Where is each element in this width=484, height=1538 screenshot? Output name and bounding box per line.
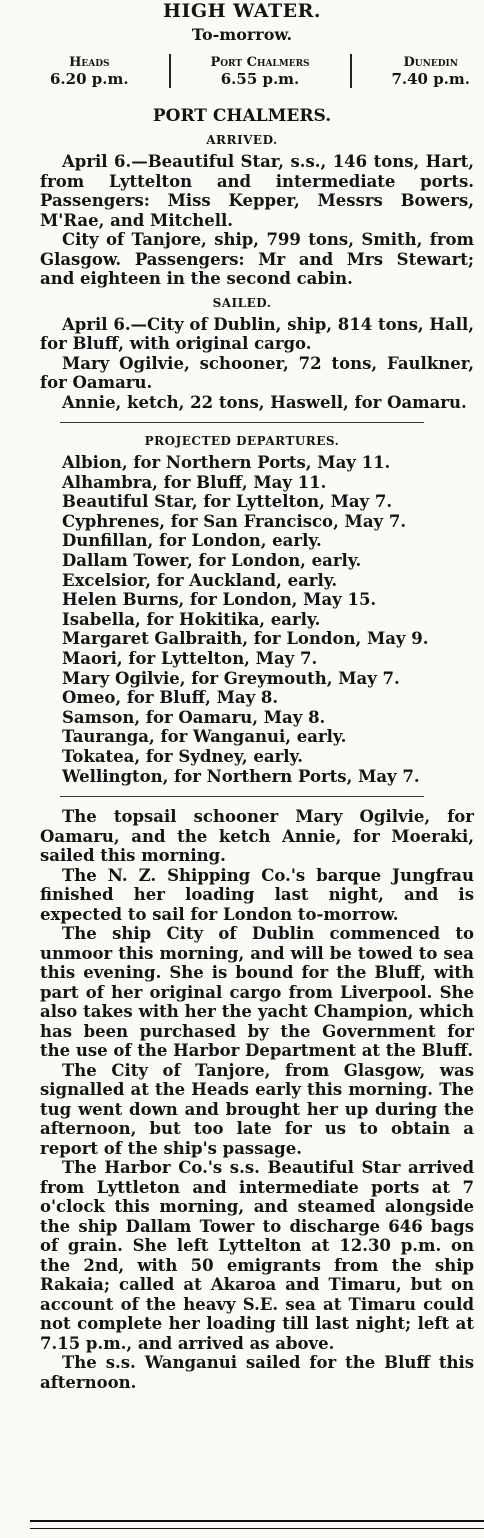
departure-item: Maori, for Lyttelton, May 7. — [62, 648, 318, 668]
high-water-title: HIGH WATER. — [163, 0, 321, 22]
tide-place: Port Chalmers — [210, 55, 310, 70]
departure-item: Tokatea, for Sydney, early. — [62, 746, 303, 766]
departure-item: Beautiful Star, for Lyttelton, May 7. — [62, 492, 393, 512]
tide-time: 6.55 p.m. — [220, 70, 300, 88]
news-paragraph: The City of Tanjore, from Glasgow, was signalled at the Heads early this morning. The tug went down and brought her up during the afternoon, but too late for us to obtain a report of the ship's passage. — [40, 1060, 474, 1158]
departures-heading: PROJECTED DEPARTURES. — [144, 434, 340, 448]
column-divider — [169, 54, 171, 88]
high-water-subtitle: To-morrow. — [191, 25, 293, 44]
column-end-rule — [30, 1528, 484, 1529]
arrival-entry: April 6.—Beautiful Star, s.s., 146 tons, Hart, from Lyttelton and intermediate ports. Passengers: Miss Kepper, Messrs Bowers, M'Rae, and Mitchell. — [40, 152, 474, 230]
departure-item: Wellington, for Northern Ports, May 7. — [62, 766, 420, 786]
departure-item: Isabella, for Hokitika, early. — [62, 609, 321, 629]
departure-item: Samson, for Oamaru, May 8. — [62, 707, 326, 727]
tide-time: 7.40 p.m. — [391, 70, 470, 88]
news-paragraph: The topsail schooner Mary Ogilvie, for Oamaru, and the ketch Annie, for Moeraki, sailed this morning. — [40, 807, 474, 866]
sailed-heading: SAILED. — [212, 295, 272, 310]
arrival-entry: City of Tanjore, ship, 799 tons, Smith, from Glasgow. Passengers: Mr and Mrs Stewart; and eighteen in the second cabin. — [40, 230, 474, 288]
news-paragraph: The ship City of Dublin commenced to unmoor this morning, and will be towed to sea this evening. She is bound for the Bluff, with part of her original cargo from Liverpool. She also takes with her the yacht Champion, which has been purchased by the Government for the use of the Harbor Department at the Bluff. — [40, 924, 474, 1061]
departure-item: Albion, for Northern Ports, May 11. — [62, 453, 391, 472]
departure-item: Alhambra, for Bluff, May 11. — [62, 472, 327, 492]
news-paragraph: The Harbor Co.'s s.s. Beautiful Star arrived from Lyttleton and intermediate ports at 7 o'clock this morning, and steamed alongside the ship Dallam Tower to discharge 646 bags of grain. She left Lyttelton at 12.30 p.m. on the 2nd, with 50 emigrants from the ship Rakaia; called at Akaroa and Timaru, but on account of the heavy S.E. sea at Timaru could not complete her loading till last night; left at 7.15 p.m., and arrived as above. — [40, 1158, 474, 1353]
departure-item: Dunfillan, for London, early. — [62, 531, 322, 551]
tide-heads — [50, 54, 129, 88]
departure-item: Mary Ogilvie, for Greymouth, May 7. — [62, 668, 400, 688]
shipping-news — [0, 807, 484, 1392]
tide-place: Heads — [69, 55, 110, 70]
arrived-list — [0, 152, 484, 289]
news-paragraph: The s.s. Wanganui sailed for the Bluff this afternoon. — [40, 1353, 474, 1392]
tide-table — [50, 54, 470, 88]
column-end-rule — [30, 1520, 484, 1522]
news-paragraph: The N. Z. Shipping Co.'s barque Jungfrau finished her loading last night, and is expected to sail for London to-morrow. — [40, 865, 474, 924]
tide-port-chalmers — [210, 54, 309, 88]
departure-item: Excelsior, for Auckland, early. — [62, 570, 338, 590]
port-chalmers-heading: PORT CHALMERS. — [152, 106, 332, 126]
departure-item: Helen Burns, for London, May 15. — [62, 590, 377, 610]
section-divider — [60, 796, 424, 797]
tide-time: 6.20 p.m. — [50, 70, 129, 88]
tide-dunedin — [391, 54, 470, 88]
sailed-list — [0, 315, 484, 413]
section-divider — [60, 422, 424, 423]
column-divider — [350, 54, 352, 88]
departure-item: Tauranga, for Wanganui, early. — [62, 727, 347, 747]
sailed-entry: Mary Ogilvie, schooner, 72 tons, Faulkner, for Oamaru. — [40, 353, 474, 392]
departure-item: Dallam Tower, for London, early. — [62, 550, 362, 570]
sailed-entry: Annie, ketch, 22 tons, Haswell, for Oamaru. — [62, 392, 467, 412]
departures-list — [62, 453, 484, 786]
sailed-entry: April 6.—City of Dublin, ship, 814 tons, Hall, for Bluff, with original cargo. — [40, 314, 474, 353]
departure-item: Margaret Galbraith, for London, May 9. — [62, 629, 429, 649]
departure-item: Omeo, for Bluff, May 8. — [62, 688, 279, 708]
departure-item: Cyphrenes, for San Francisco, May 7. — [62, 511, 407, 531]
tide-place: Dunedin — [403, 55, 458, 70]
arrived-heading: ARRIVED. — [206, 133, 278, 147]
